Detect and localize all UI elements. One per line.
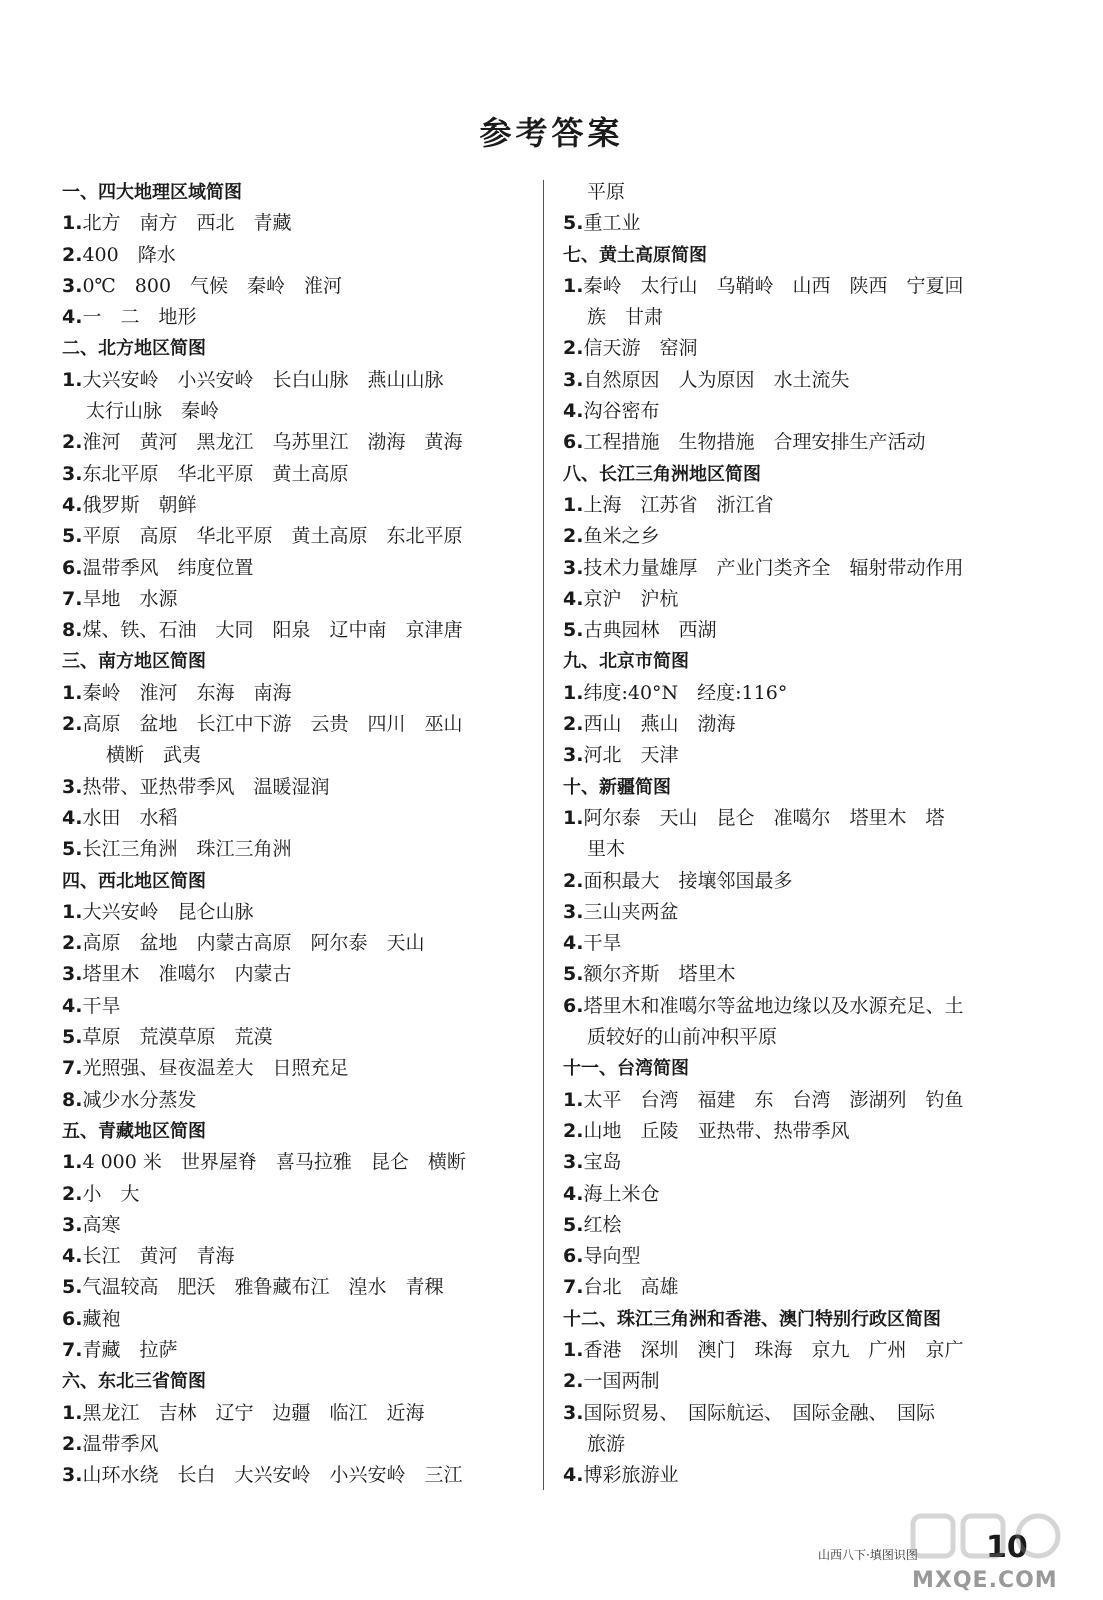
answer-item (563, 866, 1033, 897)
answer-item (563, 959, 1033, 990)
item-text: 技术力量雄厚 产业门类齐全 辐射带动作用 (583, 556, 964, 579)
item-number: 4. (62, 806, 83, 829)
answer-item (62, 271, 530, 302)
answer-item (62, 678, 530, 709)
item-text: 0℃ 800 气候 秦岭 淮河 (82, 274, 343, 297)
item-number: 5. (563, 212, 584, 235)
answer-item (62, 427, 530, 458)
item-text: 塔里木 准噶尔 内蒙古 (82, 963, 292, 986)
answer-item (62, 1304, 530, 1335)
item-text: 大兴安岭 昆仑山脉 (82, 900, 254, 923)
item-text: 温带季风 (82, 1432, 159, 1455)
answer-item (62, 615, 530, 646)
item-text: 塔里木和准噶尔等盆地边缘以及水源充足、土 (583, 994, 964, 1017)
item-text: 干旱 (82, 994, 121, 1017)
item-number: 2. (563, 337, 584, 360)
item-text: 青藏 拉萨 (82, 1338, 178, 1361)
item-number: 1. (62, 212, 83, 235)
item-text: 阿尔泰 天山 昆仑 准噶尔 塔里木 塔 (583, 806, 945, 829)
item-number: 1. (62, 900, 83, 923)
item-number: 1. (62, 368, 83, 391)
section-heading: 二、北方地区简图 (62, 338, 206, 360)
item-number: 7. (563, 1276, 584, 1299)
answer-continuation: 旅游 (587, 1432, 626, 1455)
page-number: 10 (986, 1530, 1028, 1565)
answer-item (563, 271, 1033, 302)
answers-left-column (62, 177, 530, 1491)
item-text: 旱地 水源 (82, 587, 178, 610)
item-text: 上海 江苏省 浙江省 (583, 493, 774, 516)
item-text: 一国两制 (583, 1370, 660, 1393)
item-text: 山环水绕 长白 大兴安岭 小兴安岭 三江 (82, 1464, 463, 1487)
answer-item (563, 740, 1033, 771)
item-text: 气温较高 肥沃 雅鲁藏布江 湟水 青稞 (82, 1276, 444, 1299)
item-text: 西山 燕山 渤海 (583, 713, 736, 736)
answer-item (62, 1398, 530, 1429)
item-text: 河北 天津 (583, 744, 679, 767)
answer-continuation: 平原 (587, 181, 626, 203)
item-number: 6. (563, 431, 584, 454)
item-number: 4. (563, 587, 584, 610)
item-text: 香港 深圳 澳门 珠海 京九 广州 京广 (583, 1338, 964, 1361)
item-text: 草原 荒漠草原 荒漠 (82, 1026, 273, 1049)
answer-item (62, 208, 530, 239)
item-number: 3. (563, 744, 584, 767)
answer-continuation: 质较好的山前冲积平原 (587, 1026, 778, 1049)
answer-item (62, 1085, 530, 1116)
answer-item (563, 427, 1033, 458)
item-text: 高原 盆地 内蒙古高原 阿尔泰 天山 (82, 932, 425, 955)
item-number: 3. (62, 1464, 83, 1487)
item-number: 2. (62, 431, 83, 454)
answer-item (563, 678, 1033, 709)
item-text: 太平 台湾 福建 东 台湾 澎湖列 钓鱼 (583, 1088, 964, 1111)
item-number: 7. (62, 587, 83, 610)
answers-right-column (563, 177, 1033, 1491)
section-heading: 三、南方地区简图 (62, 651, 206, 673)
item-number: 4. (62, 994, 83, 1017)
answer-item (563, 396, 1033, 427)
answer-item (563, 584, 1033, 615)
answer-continuation: 里木 (587, 838, 626, 861)
answer-item (563, 333, 1033, 364)
item-text: 面积最大 接壤邻国最多 (583, 869, 793, 892)
item-number: 3. (62, 775, 83, 798)
answer-item (563, 803, 1033, 834)
answer-item (563, 897, 1033, 928)
item-number: 2. (62, 1182, 83, 1205)
item-text: 重工业 (583, 212, 641, 235)
item-number: 3. (563, 368, 584, 391)
item-text: 高寒 (82, 1213, 121, 1236)
item-text: 山地 丘陵 亚热带、热带季风 (583, 1119, 850, 1142)
item-text: 藏袍 (82, 1307, 121, 1330)
answer-item (62, 553, 530, 584)
item-number: 1. (62, 1401, 83, 1424)
item-number: 6. (62, 1307, 83, 1330)
answer-item (62, 803, 530, 834)
footer-label: 山西八下·填图识图 (818, 1548, 918, 1562)
answer-item (563, 1116, 1033, 1147)
item-number: 5. (62, 1026, 83, 1049)
section-heading: 四、西北地区简图 (62, 870, 206, 892)
item-text: 三山夹两盆 (583, 900, 679, 923)
section-heading: 九、北京市简图 (563, 651, 689, 673)
item-number: 4. (62, 306, 83, 329)
item-number: 4. (62, 493, 83, 516)
item-text: 京沪 沪杭 (583, 587, 679, 610)
item-text: 长江 黄河 青海 (82, 1245, 235, 1268)
item-number: 8. (62, 619, 83, 642)
item-text: 干旱 (583, 932, 622, 955)
section-heading: 一、四大地理区域简图 (62, 182, 242, 203)
item-number: 7. (62, 1338, 83, 1361)
item-text: 秦岭 太行山 乌鞘岭 山西 陕西 宁夏回 (583, 274, 964, 297)
item-number: 5. (563, 1213, 584, 1236)
item-number: 5. (563, 619, 584, 642)
item-text: 导向型 (583, 1245, 641, 1268)
section-heading: 十一、台湾简图 (563, 1058, 689, 1080)
item-text: 大兴安岭 小兴安岭 长白山脉 燕山山脉 (82, 368, 444, 391)
answer-item (563, 365, 1033, 396)
item-number: 4. (563, 932, 584, 955)
answer-item (62, 1241, 530, 1272)
answer-item (62, 1053, 530, 1084)
item-text: 淮河 黄河 黑龙江 乌苏里江 渤海 黄海 (82, 431, 463, 454)
answer-item (563, 1147, 1033, 1178)
answer-item (62, 240, 530, 271)
item-number: 2. (62, 932, 83, 955)
item-number: 3. (62, 1213, 83, 1236)
item-text: 自然原因 人为原因 水土流失 (583, 368, 850, 391)
answer-item (62, 1460, 530, 1491)
answer-item (62, 1210, 530, 1241)
answer-item (563, 1460, 1033, 1491)
answer-item (563, 1272, 1033, 1303)
item-number: 2. (563, 1119, 584, 1142)
item-number: 1. (62, 1151, 83, 1174)
item-number: 2. (62, 243, 83, 266)
section-heading: 八、长江三角洲地区简图 (563, 463, 761, 485)
item-number: 1. (563, 681, 584, 704)
item-text: 秦岭 淮河 东海 南海 (82, 681, 292, 704)
item-number: 7. (62, 1057, 83, 1080)
answer-item (62, 521, 530, 552)
item-text: 古典园林 西湖 (583, 619, 717, 642)
watermark-text: MXQE.COM (912, 1568, 1058, 1593)
item-number: 6. (563, 994, 584, 1017)
answer-item (563, 1085, 1033, 1116)
answer-item (62, 1147, 530, 1178)
answer-item (563, 208, 1033, 239)
item-number: 1. (563, 493, 584, 516)
item-text: 400 降水 (82, 243, 176, 266)
answer-item (563, 1335, 1033, 1366)
item-number: 3. (563, 1401, 584, 1424)
column-divider (543, 180, 544, 1490)
item-text: 减少水分蒸发 (82, 1088, 197, 1111)
item-text: 煤、铁、石油 大同 阳泉 辽中南 京津唐 (82, 619, 463, 642)
item-text: 鱼米之乡 (583, 525, 660, 548)
item-number: 1. (563, 806, 584, 829)
item-text: 4 000 米 世界屋脊 喜马拉雅 昆仑 横断 (82, 1151, 466, 1174)
item-text: 北方 南方 西北 青藏 (82, 212, 292, 235)
item-text: 台北 高雄 (583, 1276, 679, 1299)
item-text: 平原 高原 华北平原 黄土高原 东北平原 (82, 525, 463, 548)
item-number: 6. (563, 1245, 584, 1268)
item-text: 长江三角洲 珠江三角洲 (82, 838, 292, 861)
item-text: 信天游 窑洞 (583, 337, 698, 360)
item-text: 博彩旅游业 (583, 1464, 679, 1487)
answer-item (62, 897, 530, 928)
answer-continuation: 横断 武夷 (106, 744, 202, 767)
item-number: 3. (563, 1151, 584, 1174)
item-text: 宝岛 (583, 1151, 622, 1174)
answer-item (62, 1272, 530, 1303)
item-text: 水田 水稻 (82, 806, 178, 829)
answer-item (62, 1335, 530, 1366)
item-text: 额尔齐斯 塔里木 (583, 963, 736, 986)
answer-item (563, 709, 1033, 740)
answer-item (563, 1398, 1033, 1429)
answer-item (62, 302, 530, 333)
answer-item (62, 490, 530, 521)
item-number: 8. (62, 1088, 83, 1111)
item-text: 红桧 (583, 1213, 622, 1236)
item-text: 沟谷密布 (583, 400, 660, 423)
section-heading: 十、新疆简图 (563, 776, 671, 798)
answer-continuation: 族 甘肃 (587, 306, 664, 329)
answer-item (563, 991, 1033, 1022)
item-number: 2. (62, 713, 83, 736)
item-number: 2. (563, 713, 584, 736)
answer-item (62, 584, 530, 615)
item-number: 4. (563, 1464, 584, 1487)
item-number: 5. (563, 963, 584, 986)
section-heading: 七、黄土高原简图 (563, 244, 707, 266)
item-text: 俄罗斯 朝鲜 (82, 493, 197, 516)
item-number: 3. (62, 462, 83, 485)
item-text: 黑龙江 吉林 辽宁 边疆 临江 近海 (82, 1401, 425, 1424)
item-number: 3. (563, 556, 584, 579)
answer-item (62, 1179, 530, 1210)
answer-item (62, 365, 530, 396)
section-heading: 五、青藏地区简图 (62, 1120, 206, 1142)
item-number: 2. (563, 1370, 584, 1393)
item-number: 1. (563, 1338, 584, 1361)
answer-item (563, 615, 1033, 646)
answer-item (62, 772, 530, 803)
item-number: 5. (62, 838, 83, 861)
page-title: 参考答案 (479, 114, 624, 152)
answer-item (62, 1022, 530, 1053)
item-number: 2. (563, 525, 584, 548)
item-text: 海上米仓 (583, 1182, 660, 1205)
answer-item (563, 553, 1033, 584)
item-text: 东北平原 华北平原 黄土高原 (82, 462, 349, 485)
item-number: 3. (62, 963, 83, 986)
item-number: 5. (62, 1276, 83, 1299)
section-heading: 十二、珠江三角洲和香港、澳门特别行政区简图 (563, 1308, 941, 1330)
answer-item (563, 490, 1033, 521)
item-text: 高原 盆地 长江中下游 云贵 四川 巫山 (82, 713, 463, 736)
item-text: 小 大 (82, 1182, 140, 1205)
answer-item (62, 459, 530, 490)
answer-item (563, 1179, 1033, 1210)
item-number: 3. (563, 900, 584, 923)
item-text: 光照强、昼夜温差大 日照充足 (82, 1057, 349, 1080)
item-text: 工程措施 生物措施 合理安排生产活动 (583, 431, 926, 454)
answer-item (62, 959, 530, 990)
answer-item (563, 928, 1033, 959)
item-number: 1. (563, 1088, 584, 1111)
item-number: 4. (62, 1245, 83, 1268)
item-number: 1. (563, 274, 584, 297)
item-text: 一 二 地形 (82, 306, 197, 329)
answer-item (563, 1366, 1033, 1397)
answer-item (563, 1210, 1033, 1241)
item-text: 温带季风 纬度位置 (82, 556, 254, 579)
item-number: 6. (62, 556, 83, 579)
answer-item (62, 709, 530, 740)
item-text: 热带、亚热带季风 温暖湿润 (82, 775, 330, 798)
item-text: 纬度:40°N 经度:116° (583, 681, 788, 704)
item-number: 4. (563, 400, 584, 423)
item-number: 3. (62, 274, 83, 297)
item-number: 2. (62, 1432, 83, 1455)
answer-continuation: 太行山脉 秦岭 (86, 400, 220, 423)
item-text: 国际贸易、 国际航运、 国际金融、 国际 (583, 1401, 935, 1424)
answer-item (563, 1241, 1033, 1272)
item-number: 1. (62, 681, 83, 704)
item-number: 2. (563, 869, 584, 892)
section-heading: 六、东北三省简图 (62, 1371, 206, 1393)
answer-item (62, 1429, 530, 1460)
answer-item (563, 521, 1033, 552)
answer-item (62, 928, 530, 959)
item-number: 4. (563, 1182, 584, 1205)
answer-item (62, 834, 530, 865)
answer-item (62, 991, 530, 1022)
item-number: 5. (62, 525, 83, 548)
